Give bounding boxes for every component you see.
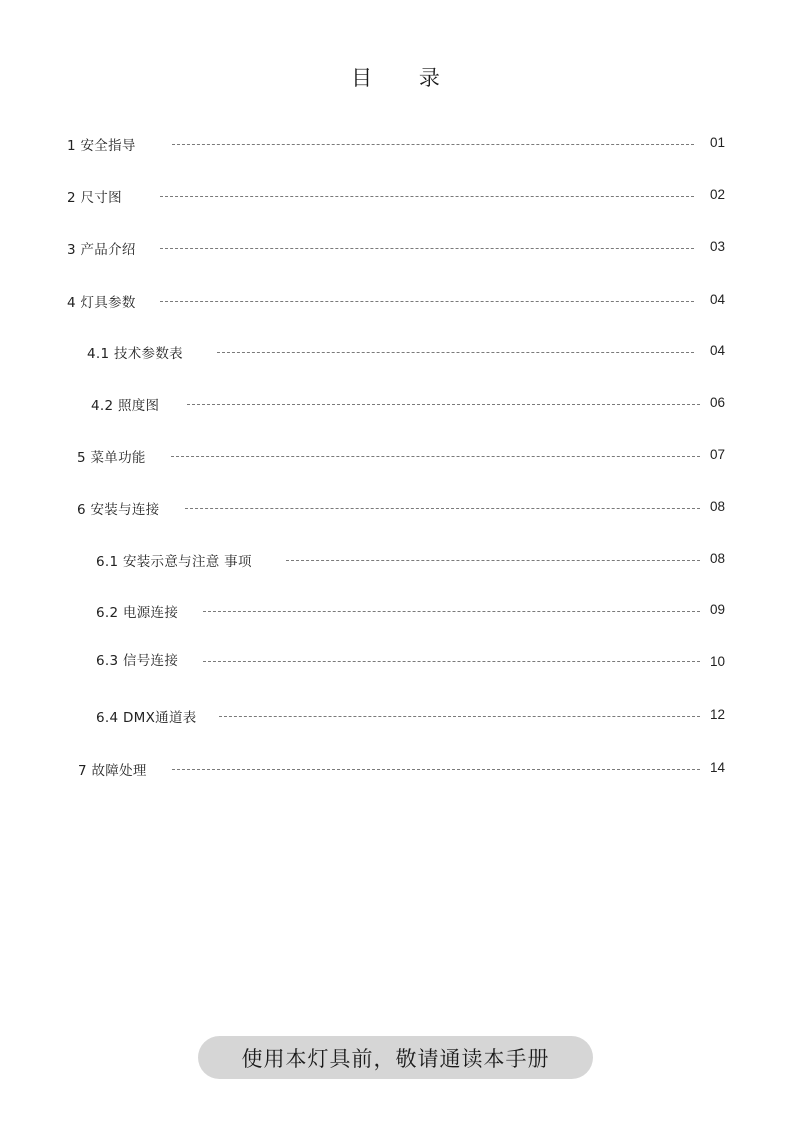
toc-title: 目 录 bbox=[351, 66, 460, 90]
toc-entry-label: 3 产品介绍 bbox=[67, 242, 136, 258]
toc-entry-7[interactable] bbox=[78, 758, 727, 780]
toc-page-number: 12 bbox=[710, 707, 726, 722]
toc-entry-6-1[interactable] bbox=[96, 549, 727, 571]
toc-entry-label: 6 安装与连接 bbox=[77, 502, 160, 518]
toc-entry-6-4[interactable] bbox=[96, 705, 727, 727]
toc-entry-5[interactable] bbox=[77, 445, 727, 467]
toc-entry-3[interactable] bbox=[67, 237, 727, 259]
toc-entry-1[interactable] bbox=[67, 133, 727, 155]
toc-leader bbox=[187, 404, 700, 405]
toc-entry-6[interactable] bbox=[77, 497, 727, 519]
toc-page-number: 14 bbox=[710, 760, 726, 775]
toc-entry-label: 5 菜单功能 bbox=[77, 450, 146, 466]
toc-entry-6-3[interactable] bbox=[96, 648, 727, 670]
toc-entry-4-2[interactable] bbox=[91, 393, 727, 415]
toc-entry-2[interactable] bbox=[67, 185, 727, 207]
toc-entry-label: 4.2 照度图 bbox=[91, 398, 160, 414]
toc-page-number: 08 bbox=[710, 551, 726, 566]
toc-leader bbox=[160, 196, 694, 197]
toc-entry-label: 6.4 DMX通道表 bbox=[96, 710, 197, 726]
toc-leader bbox=[286, 560, 700, 561]
toc-entry-label: 1 安全指导 bbox=[67, 138, 136, 154]
toc-leader bbox=[203, 611, 700, 612]
toc-entry-label: 6.3 信号连接 bbox=[96, 653, 179, 669]
toc-page-number: 03 bbox=[710, 239, 726, 254]
footer-notice-text: 使用本灯具前，敬请通读本手册 bbox=[241, 1046, 550, 1071]
toc-leader bbox=[160, 248, 694, 249]
toc-leader bbox=[171, 456, 700, 457]
toc-leader bbox=[160, 301, 694, 302]
toc-entry-label: 4.1 技术参数表 bbox=[87, 346, 183, 362]
toc-page-number: 07 bbox=[710, 447, 726, 462]
toc-page-number: 10 bbox=[710, 654, 726, 669]
toc-leader bbox=[203, 661, 700, 662]
toc-entry-label: 2 尺寸图 bbox=[67, 190, 122, 206]
toc-leader bbox=[185, 508, 700, 509]
toc-entry-4-1[interactable] bbox=[87, 341, 727, 363]
toc-entry-label: 7 故障处理 bbox=[78, 763, 147, 779]
toc-page-number: 06 bbox=[710, 395, 726, 410]
toc-entry-label: 6.1 安装示意与注意 事项 bbox=[96, 554, 252, 570]
toc-entry-4[interactable] bbox=[67, 290, 727, 312]
toc-entry-label: 4 灯具参数 bbox=[67, 295, 136, 311]
toc-page-number: 04 bbox=[710, 343, 726, 358]
toc-page-number: 01 bbox=[710, 135, 726, 150]
toc-entry-label: 6.2 电源连接 bbox=[96, 605, 179, 621]
toc-page-number: 04 bbox=[710, 292, 726, 307]
toc-page-number: 09 bbox=[710, 602, 726, 617]
toc-entry-6-2[interactable] bbox=[96, 600, 727, 622]
toc-page-number: 08 bbox=[710, 499, 726, 514]
toc-leader bbox=[172, 144, 694, 145]
toc-leader bbox=[219, 716, 700, 717]
toc-page-number: 02 bbox=[710, 187, 726, 202]
toc-leader bbox=[172, 769, 700, 770]
toc-leader bbox=[217, 352, 694, 353]
footer-notice-banner bbox=[198, 1036, 593, 1079]
